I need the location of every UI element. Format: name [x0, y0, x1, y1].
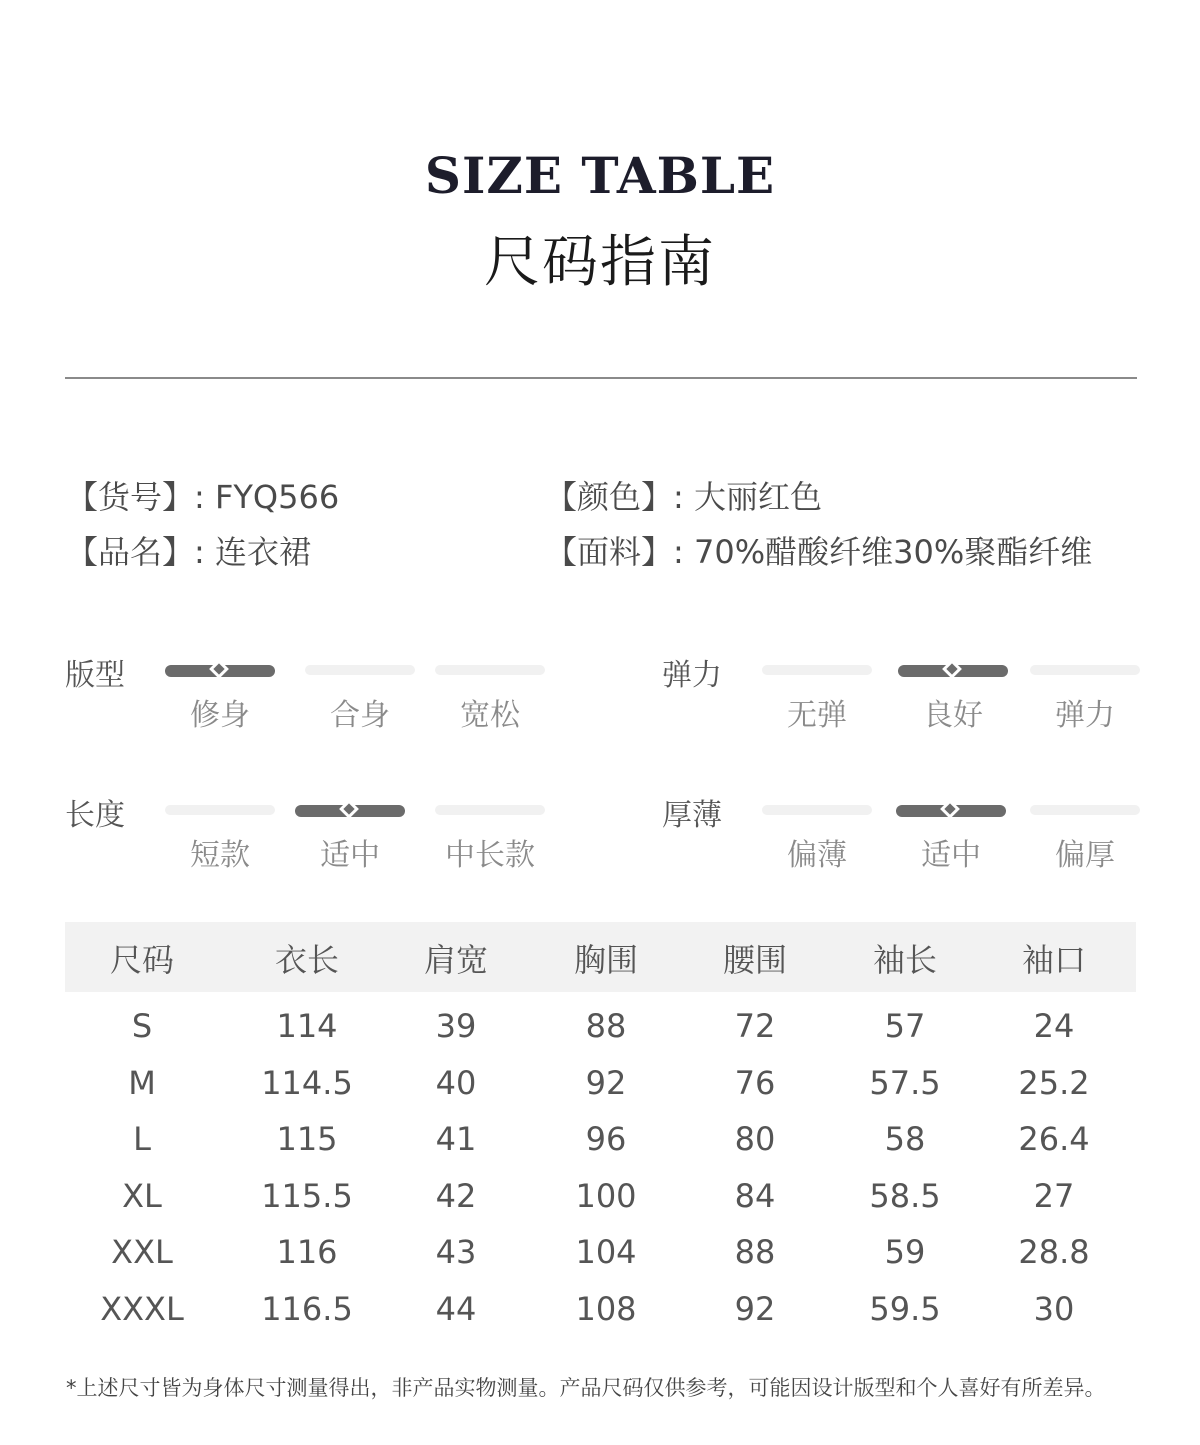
table-size-cell: XXL — [111, 1233, 173, 1271]
table-cell: 57.5 — [869, 1063, 941, 1102]
scale-segment — [1030, 805, 1140, 815]
info-color — [545, 472, 822, 518]
attribute-label: 长度 — [65, 798, 125, 833]
title-en: SIZE TABLE — [424, 146, 776, 205]
table-header-cell: 衣长 — [274, 941, 339, 979]
table-cell: 76 — [734, 1063, 776, 1102]
table-header-cell: 腰围 — [722, 941, 787, 979]
scale-segment — [305, 665, 415, 675]
table-size-cell: M — [128, 1063, 156, 1102]
scale-marker-icon — [942, 659, 962, 679]
table-cell: 57 — [884, 1007, 926, 1045]
scale-segment — [435, 665, 545, 675]
scale-option-label: 适中 — [921, 838, 981, 873]
table-cell: 30 — [1033, 1289, 1075, 1328]
info-name-key: 【品名】: — [66, 533, 205, 571]
table-cell: 28.8 — [1018, 1233, 1090, 1271]
scale-segment-selected — [896, 805, 1006, 817]
scale-option-label: 中长款 — [445, 838, 535, 873]
info-item-no-key: 【货号】: — [66, 478, 205, 516]
scale-segment — [435, 805, 545, 815]
table-cell: 26.4 — [1018, 1120, 1090, 1158]
scale-marker-icon — [940, 799, 960, 819]
table-size-cell: XXXL — [100, 1289, 184, 1328]
table-header-cell: 袖长 — [872, 941, 937, 979]
title-zh: 尺码指南 — [484, 230, 716, 295]
scale-option-label: 短款 — [190, 838, 250, 873]
table-cell: 72 — [734, 1007, 776, 1045]
table-cell: 59.5 — [869, 1289, 941, 1328]
info-color-key: 【颜色】: — [545, 478, 684, 516]
table-header-cell: 尺码 — [109, 941, 174, 979]
info-color-value: 大丽红色 — [693, 478, 822, 516]
scale-option-label: 弹力 — [1055, 698, 1115, 733]
scale-segment — [762, 805, 872, 815]
scale-option-label: 良好 — [923, 698, 983, 733]
info-name-value: 连衣裙 — [214, 533, 311, 571]
attribute-label: 弹力 — [662, 658, 722, 693]
divider — [65, 377, 1137, 379]
scale-segment — [762, 665, 872, 675]
scale-segment — [1030, 665, 1140, 675]
table-cell: 116 — [276, 1233, 338, 1271]
table-cell: 114 — [276, 1007, 338, 1045]
table-cell: 88 — [585, 1007, 627, 1045]
info-name — [66, 527, 311, 573]
table-cell: 84 — [734, 1176, 776, 1215]
table-cell: 25.2 — [1018, 1063, 1090, 1102]
table-cell: 96 — [585, 1120, 627, 1158]
table-cell: 104 — [575, 1233, 637, 1271]
scale-option-label: 宽松 — [460, 698, 520, 733]
info-item-no — [66, 472, 339, 518]
table-cell: 42 — [435, 1176, 477, 1215]
info-item-no-value: FYQ566 — [214, 478, 340, 516]
table-size-cell: L — [133, 1120, 151, 1158]
table-cell: 115.5 — [261, 1176, 353, 1215]
scale-marker-icon — [209, 659, 229, 679]
scale-segment-selected — [165, 665, 275, 677]
info-fabric-key: 【面料】: — [545, 533, 684, 571]
info-fabric — [545, 527, 1092, 573]
table-header-cell: 肩宽 — [423, 941, 488, 979]
table-cell: 39 — [435, 1007, 477, 1045]
table-cell: 27 — [1033, 1176, 1075, 1215]
table-cell: 88 — [734, 1233, 776, 1271]
scale-option-label: 偏薄 — [787, 838, 847, 873]
table-cell: 92 — [734, 1289, 776, 1328]
attribute-label: 版型 — [65, 658, 125, 693]
table-cell: 80 — [734, 1120, 776, 1158]
table-cell: 43 — [435, 1233, 477, 1271]
table-cell: 40 — [435, 1063, 477, 1102]
table-cell: 41 — [435, 1120, 477, 1158]
table-cell: 114.5 — [261, 1063, 353, 1102]
table-cell: 24 — [1033, 1007, 1075, 1045]
table-size-cell: XL — [122, 1176, 162, 1215]
scale-marker-icon — [339, 799, 359, 819]
table-cell: 116.5 — [261, 1289, 353, 1328]
table-cell: 44 — [435, 1289, 477, 1328]
scale-segment — [165, 805, 275, 815]
info-fabric-value: 70%醋酸纤维30%聚酯纤维 — [693, 533, 1093, 571]
scale-option-label: 修身 — [190, 698, 250, 733]
table-cell: 58 — [884, 1120, 926, 1158]
table-cell: 59 — [884, 1233, 926, 1271]
table-cell: 92 — [585, 1063, 627, 1102]
scale-segment-selected — [898, 665, 1008, 677]
scale-option-label: 适中 — [320, 838, 380, 873]
table-cell: 100 — [575, 1176, 637, 1215]
footnote: *上述尺寸皆为身体尺寸测量得出，非产品实物测量。产品尺码仅供参考，可能因设计版型和个人喜好有所差异。 — [66, 1376, 1106, 1400]
table-cell: 108 — [575, 1289, 637, 1328]
table-cell: 58.5 — [869, 1176, 941, 1215]
attribute-label: 厚薄 — [662, 798, 722, 833]
scale-segment-selected — [295, 805, 405, 817]
table-size-cell: S — [131, 1007, 153, 1045]
table-header-cell: 袖口 — [1021, 941, 1086, 979]
table-cell: 115 — [276, 1120, 338, 1158]
scale-option-label: 偏厚 — [1055, 838, 1115, 873]
table-header-cell: 胸围 — [573, 941, 638, 979]
scale-option-label: 无弹 — [787, 698, 847, 733]
scale-option-label: 合身 — [330, 698, 390, 733]
